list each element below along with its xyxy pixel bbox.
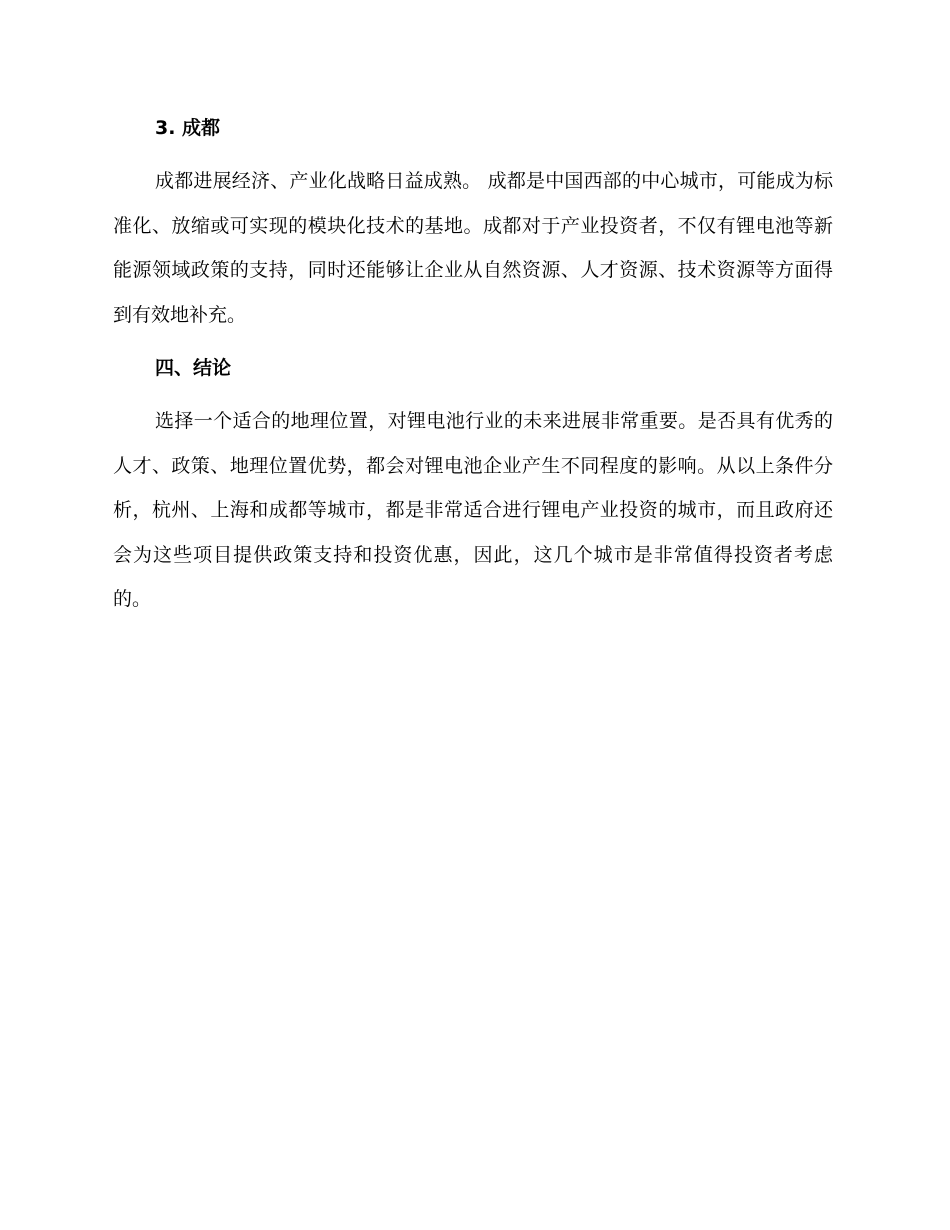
- section-heading-conclusion: 四、结论: [155, 357, 232, 379]
- section-heading-chengdu: 3. 成都: [155, 117, 221, 139]
- document-page: [113, 110, 833, 635]
- section-paragraph-conclusion: 选择一个适合的地理位置，对锂电池行业的未来进展非常重要。是否具有优秀的人才、政策、地理位置优势，都会对锂电池企业产生不同程度的影响。从以上条件分析，杭州、上海和成都等城市，都是非常适合进行锂电产业投资的城市，而且政府还会为这些项目提供政策支持和投资优惠，因此，这几个城市是非常值得投资者考虑的。: [113, 410, 833, 610]
- section-paragraph-chengdu: 成都进展经济、产业化战略日益成熟。 成都是中国西部的中心城市，可能成为标准化、放缩或可实现的模块化技术的基地。成都对于产业投资者，不仅有锂电池等新能源领域政策的支持，同时还能够让企业从自然资源、人才资源、技术资源等方面得到有效地补充。: [113, 170, 833, 326]
